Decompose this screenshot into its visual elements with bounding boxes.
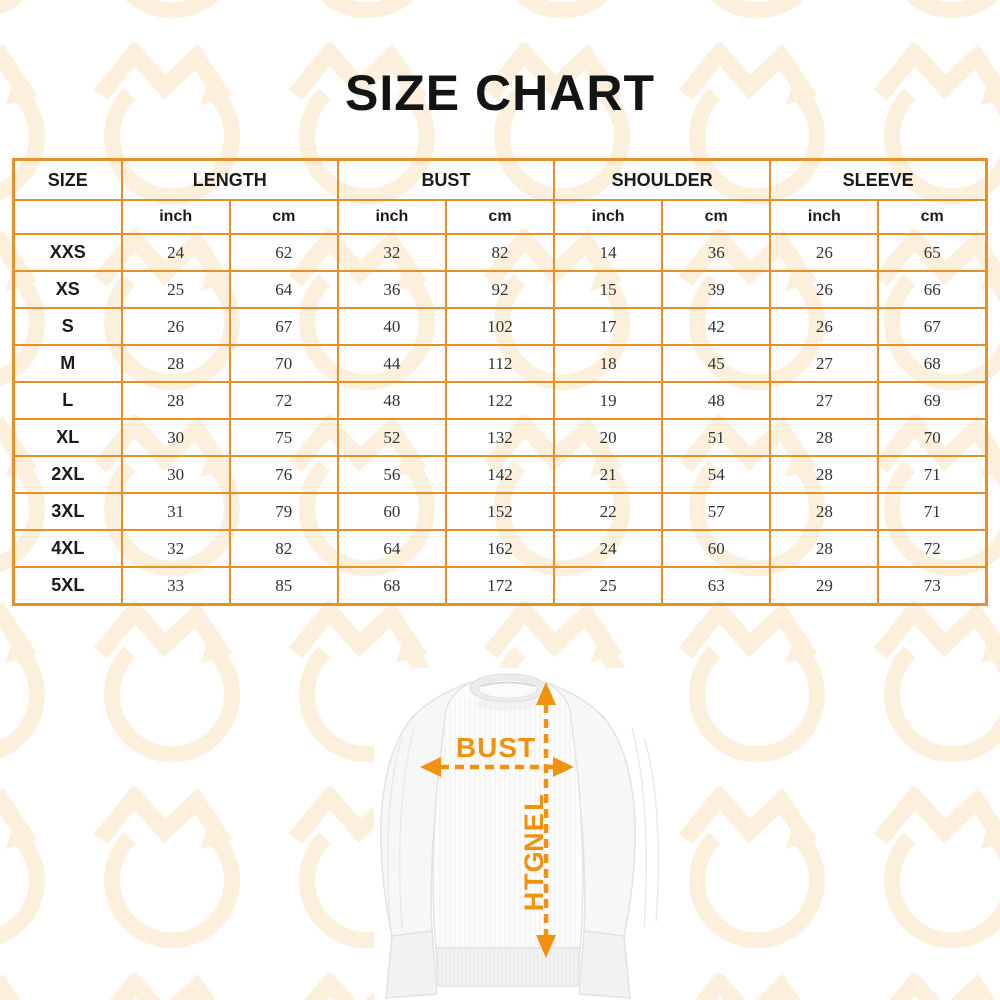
sweater-left-cuff xyxy=(386,931,437,998)
measurement-value: 51 xyxy=(662,419,770,456)
blank-corner-cell xyxy=(14,200,122,234)
measurement-value: 26 xyxy=(770,271,878,308)
col-header-size: SIZE xyxy=(14,160,122,201)
table-row xyxy=(14,567,987,605)
length-letter: T xyxy=(519,872,549,890)
measurement-value: 21 xyxy=(554,456,662,493)
table-row xyxy=(14,456,987,493)
measurement-value: 142 xyxy=(446,456,554,493)
unit-header: cm xyxy=(878,200,986,234)
measurement-value: 112 xyxy=(446,345,554,382)
measurement-value: 68 xyxy=(878,345,986,382)
measurement-value: 36 xyxy=(662,234,770,271)
length-letter: G xyxy=(519,850,549,873)
measurement-value: 64 xyxy=(338,530,446,567)
size-label: M xyxy=(14,345,122,382)
size-label: 3XL xyxy=(14,493,122,530)
measurement-value: 28 xyxy=(770,493,878,530)
measurement-value: 32 xyxy=(122,530,230,567)
table-row xyxy=(14,234,987,271)
size-table xyxy=(12,158,988,606)
measurement-value: 27 xyxy=(770,345,878,382)
measurement-value: 75 xyxy=(230,419,338,456)
measurement-value: 73 xyxy=(878,567,986,605)
measurement-value: 19 xyxy=(554,382,662,419)
size-label: XXS xyxy=(14,234,122,271)
measurement-value: 64 xyxy=(230,271,338,308)
measurement-value: 67 xyxy=(878,308,986,345)
table-row xyxy=(14,493,987,530)
size-table-header xyxy=(14,160,987,235)
measurement-value: 15 xyxy=(554,271,662,308)
size-label: 5XL xyxy=(14,567,122,605)
measurement-value: 40 xyxy=(338,308,446,345)
size-label: 2XL xyxy=(14,456,122,493)
measurement-value: 66 xyxy=(878,271,986,308)
measurement-value: 76 xyxy=(230,456,338,493)
measurement-value: 52 xyxy=(338,419,446,456)
length-letter: L xyxy=(519,793,549,811)
measurement-value: 82 xyxy=(446,234,554,271)
table-row xyxy=(14,530,987,567)
measurement-value: 72 xyxy=(230,382,338,419)
length-label xyxy=(519,793,549,911)
measurement-value: 71 xyxy=(878,456,986,493)
unit-header: cm xyxy=(662,200,770,234)
measurement-value: 60 xyxy=(662,530,770,567)
measurement-value: 28 xyxy=(770,419,878,456)
sweater-photo xyxy=(368,652,678,1000)
measurement-value: 48 xyxy=(338,382,446,419)
measurement-value: 85 xyxy=(230,567,338,605)
table-row xyxy=(14,382,987,419)
col-header-sleeve: SLEEVE xyxy=(770,160,986,201)
measurement-value: 30 xyxy=(122,419,230,456)
measurement-value: 42 xyxy=(662,308,770,345)
measurement-value: 79 xyxy=(230,493,338,530)
measurement-value: 20 xyxy=(554,419,662,456)
size-label: XS xyxy=(14,271,122,308)
measurement-value: 54 xyxy=(662,456,770,493)
measurement-value: 67 xyxy=(230,308,338,345)
measurement-value: 162 xyxy=(446,530,554,567)
measurement-value: 70 xyxy=(878,419,986,456)
size-label: XL xyxy=(14,419,122,456)
col-header-length: LENGTH xyxy=(122,160,338,201)
unit-header: cm xyxy=(446,200,554,234)
measurement-value: 28 xyxy=(122,345,230,382)
measurement-value: 17 xyxy=(554,308,662,345)
measurement-value: 45 xyxy=(662,345,770,382)
sweater-right-cuff xyxy=(579,931,630,998)
size-table-body xyxy=(14,234,987,605)
page-title: SIZE CHART xyxy=(345,65,655,121)
measurement-value: 26 xyxy=(122,308,230,345)
measurement-value: 132 xyxy=(446,419,554,456)
measurement-value: 62 xyxy=(230,234,338,271)
measurement-value: 25 xyxy=(554,567,662,605)
measurement-value: 71 xyxy=(878,493,986,530)
measurement-value: 24 xyxy=(122,234,230,271)
measurement-value: 70 xyxy=(230,345,338,382)
col-header-shoulder: SHOULDER xyxy=(554,160,770,201)
measurement-value: 26 xyxy=(770,308,878,345)
measurement-value: 18 xyxy=(554,345,662,382)
measurement-value: 24 xyxy=(554,530,662,567)
length-letter: N xyxy=(519,831,549,852)
measurement-value: 69 xyxy=(878,382,986,419)
measurement-value: 26 xyxy=(770,234,878,271)
table-row xyxy=(14,345,987,382)
measurement-value: 48 xyxy=(662,382,770,419)
measurement-value: 122 xyxy=(446,382,554,419)
measurement-value: 102 xyxy=(446,308,554,345)
length-letter: E xyxy=(519,812,549,832)
unit-header: inch xyxy=(338,200,446,234)
measurement-value: 65 xyxy=(878,234,986,271)
measurement-value: 60 xyxy=(338,493,446,530)
measurement-value: 29 xyxy=(770,567,878,605)
unit-header: cm xyxy=(230,200,338,234)
unit-header: inch xyxy=(554,200,662,234)
bust-label: BUST xyxy=(455,732,537,763)
col-header-bust: BUST xyxy=(338,160,554,201)
size-label: L xyxy=(14,382,122,419)
measurement-value: 14 xyxy=(554,234,662,271)
measurement-value: 152 xyxy=(446,493,554,530)
measurement-value: 30 xyxy=(122,456,230,493)
measurement-value: 72 xyxy=(878,530,986,567)
measurement-value: 32 xyxy=(338,234,446,271)
measurement-value: 22 xyxy=(554,493,662,530)
unit-header: inch xyxy=(770,200,878,234)
measurement-value: 27 xyxy=(770,382,878,419)
measurement-value: 25 xyxy=(122,271,230,308)
measurement-value: 68 xyxy=(338,567,446,605)
measurement-value: 28 xyxy=(770,456,878,493)
measurement-value: 28 xyxy=(770,530,878,567)
measurement-value: 28 xyxy=(122,382,230,419)
size-label: S xyxy=(14,308,122,345)
unit-header: inch xyxy=(122,200,230,234)
measurement-value: 39 xyxy=(662,271,770,308)
table-row xyxy=(14,308,987,345)
length-letter: H xyxy=(519,890,549,912)
measurement-value: 36 xyxy=(338,271,446,308)
measurement-value: 31 xyxy=(122,493,230,530)
measurement-value: 172 xyxy=(446,567,554,605)
measurement-value: 44 xyxy=(338,345,446,382)
measurement-value: 33 xyxy=(122,567,230,605)
table-row xyxy=(14,419,987,456)
measurement-value: 82 xyxy=(230,530,338,567)
measurement-value: 92 xyxy=(446,271,554,308)
size-label: 4XL xyxy=(14,530,122,567)
table-row xyxy=(14,271,987,308)
measurement-value: 63 xyxy=(662,567,770,605)
measurement-value: 56 xyxy=(338,456,446,493)
measurement-value: 57 xyxy=(662,493,770,530)
